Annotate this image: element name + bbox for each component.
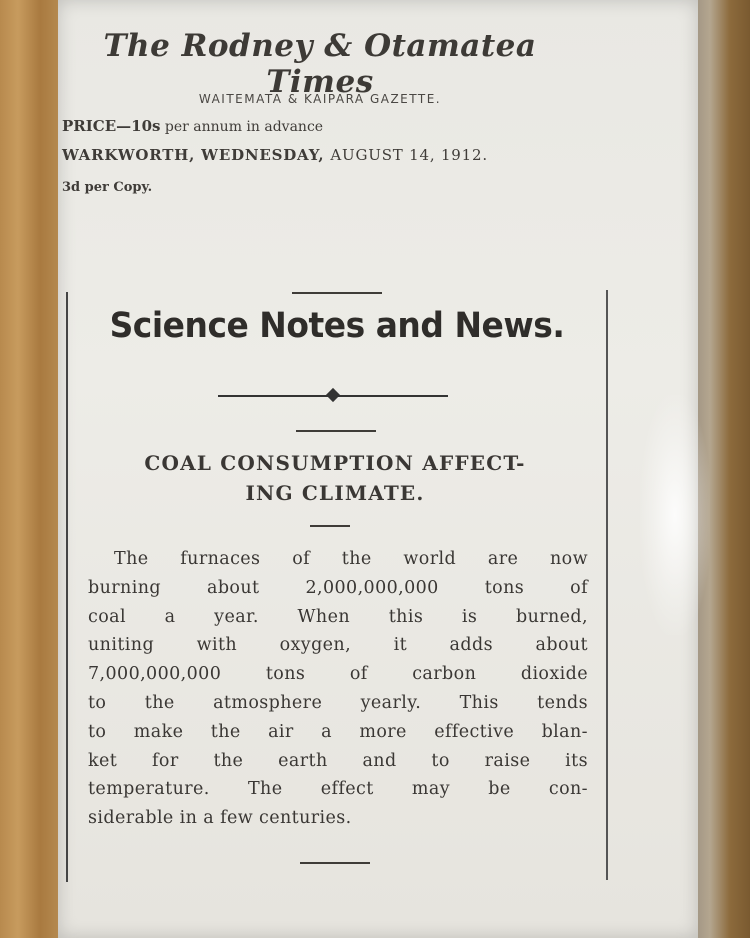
body-line: temperature. The effect may be con- [88, 779, 588, 800]
body-line: siderable in a few centuries. [88, 808, 352, 829]
price-label: PRICE—10s [62, 117, 161, 135]
bottom-rule [300, 862, 370, 864]
price-line [62, 117, 323, 135]
dateline-place: WARKWORTH, WEDNESDAY, [62, 146, 325, 164]
section-title: Science Notes and News. [109, 306, 565, 346]
newspaper-subtitle: WAITEMATA & KAIPARA GAZETTE. [198, 92, 442, 106]
dateline [62, 146, 488, 164]
column-rule-left [66, 292, 68, 882]
body-line: The furnaces of the world are now [114, 549, 588, 569]
article-body [88, 545, 588, 833]
top-short-rule [292, 292, 382, 294]
body-line: uniting with oxygen, it adds about [88, 635, 588, 656]
newspaper-title: The Rodney & Otamatea Times [103, 28, 537, 100]
body-line: 7,000,000,000 tons of carbon dioxide [88, 664, 588, 685]
body-line: burning about 2,000,000,000 tons of [88, 577, 588, 598]
body-rule [310, 525, 350, 527]
body-line: to the atmosphere yearly. This tends [88, 692, 588, 713]
price-terms: per annum in advance [164, 119, 324, 135]
body-line: ket for the earth and to raise its [88, 750, 588, 771]
glass-glare [640, 395, 710, 635]
headline-line-2: ING CLIMATE. [245, 481, 425, 505]
headline-rule [296, 430, 376, 432]
column-rule-right [606, 290, 608, 880]
dateline-date: AUGUST 14, 1912. [330, 146, 488, 164]
copy-price: 3d per Copy. [62, 180, 153, 195]
body-line: to make the air a more effective blan- [88, 721, 588, 742]
headline-line-1: COAL CONSUMPTION AFFECT- [144, 451, 526, 475]
article-headline [80, 448, 590, 508]
body-line: coal a year. When this is burned, [88, 606, 588, 627]
